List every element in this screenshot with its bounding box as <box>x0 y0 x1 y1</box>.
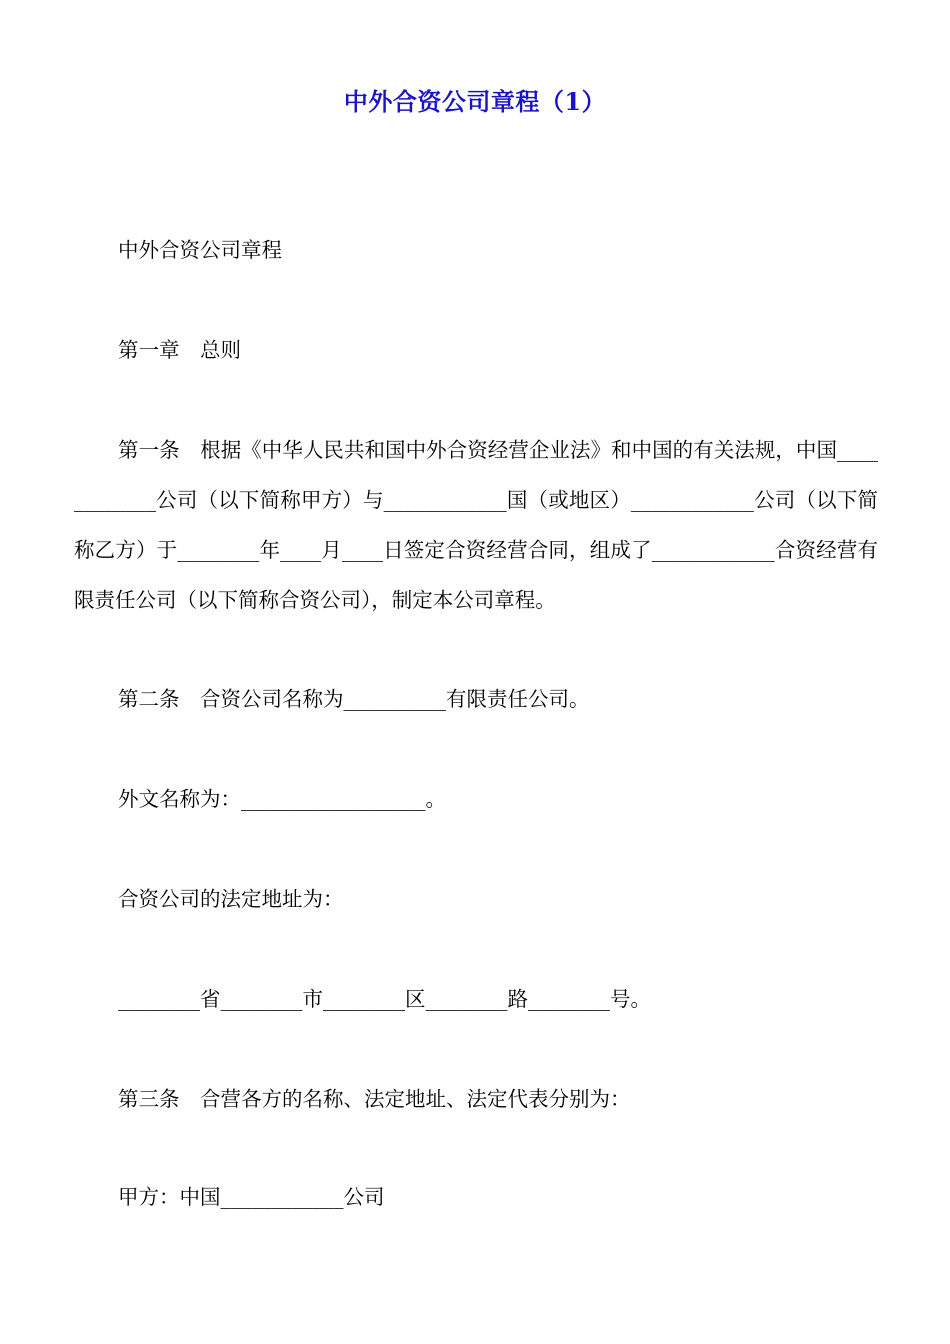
article-1-paragraph: 第一条 根据《中华人民共和国中外合资经营企业法》和中国的有关法规，中国____________公司（以下简称甲方）与____________国（或地区）____________公司（以下简称乙方）于________年____月____日签定合资经营合同，组成了____________合资经营有限责任公司（以下简称合资公司），制定本公司章程。 <box>74 438 878 612</box>
document-title: 中外合资公司章程（1） <box>343 87 607 116</box>
chapter-heading: 第一章 总则 <box>118 338 241 362</box>
document-subtitle: 中外合资公司章程 <box>118 238 282 262</box>
article-3-paragraph: 第三条 合营各方的名称、法定地址、法定代表分别为： <box>118 1087 631 1111</box>
article-2-paragraph: 第二条 合资公司名称为__________有限责任公司。 <box>118 687 590 711</box>
legal-address-label: 合资公司的法定地址为： <box>118 887 344 911</box>
foreign-name-paragraph: 外文名称为：__________________。 <box>118 787 446 811</box>
legal-address-blanks: ________省________市________区________路________号。 <box>118 987 651 1011</box>
party-a-line: 甲方：中国____________公司 <box>118 1185 385 1209</box>
